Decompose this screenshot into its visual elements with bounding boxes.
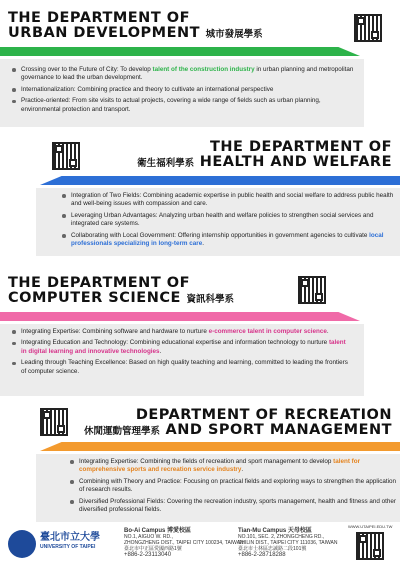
qr-code-icon[interactable] [40,408,68,436]
title-line-2 [137,155,392,171]
feature-list [12,328,352,379]
boai-address-line: NO.1, AIGUO W. RD., [124,534,173,540]
boai-address-line: 臺北市中正區愛國西路1號 [124,546,182,552]
section-title [8,11,263,42]
section-recreation-sport [0,398,400,524]
chinese-name: 休閒運動管理學系 [83,426,160,437]
tianmu-campus [238,528,337,558]
qr-code-icon[interactable] [298,276,326,304]
boai-campus [124,528,244,558]
list-item: Leading through Teaching Excellence: Based on high quality teaching and learning, committed to leading the frontiers of computer science. [12,359,352,376]
feature-list [62,192,396,251]
title-line-2 [84,423,392,439]
list-item: Diversified Professional Fields: Covering the recreation industry, sports management, health and fitness and other diversified professional fields. [70,498,396,515]
list-item: Collaborating with Local Government: Offering internship opportunities in government agencies to cultivate local professionals specializing in long-term care. [62,232,396,249]
list-item: Crossing over to the Future of City: To develop talent of the construction industry in urban planning and metropolitan governance to lead the urban development. [12,66,360,83]
logo-text [40,532,100,550]
tianmu-phone: +886-2-28718288 [238,552,286,558]
accent-bar [40,442,400,451]
title-line-1: THE DEPARTMENT OF [8,275,190,291]
footer [0,522,400,566]
chinese-name: 衛生福利學系 [137,158,195,169]
chinese-name: 城市發展學系 [205,29,263,40]
university-logo [8,530,36,558]
title-line-2-text: URBAN DEVELOPMENT [8,25,201,41]
chinese-name: 資訊科學系 [186,294,234,305]
list-item: Practice-oriented: From site visits to actual projects, covering a wide range of fields such as urban planning, environmental protection and transport. [12,97,360,114]
accent-bar [40,176,400,185]
section-title [84,408,392,439]
accent-bar [0,312,360,321]
qr-code-icon[interactable] [354,14,382,42]
title-line-1: DEPARTMENT OF RECREATION [135,407,392,423]
title-line-1: THE DEPARTMENT OF [8,10,190,26]
qr-code-icon[interactable] [52,142,80,170]
title-line-2-text: HEALTH AND WELFARE [199,154,392,170]
list-item: Integrating Education and Technology: Combining educational expertise and information technology to nurture talent in digital learning and innovative technologies. [12,339,352,356]
title-line-1: THE DEPARTMENT OF [210,139,392,155]
section-title [8,276,234,307]
tianmu-address-line: SHILIN DIST., TAIPEI CITY 111036, TAIWAN [238,540,338,546]
boai-phone: +886-2-23113040 [124,552,172,558]
boai-title: Bo-Ai Campus 博愛校區 [124,528,192,534]
title-line-2-text: COMPUTER SCIENCE [8,290,181,306]
tianmu-address-line: 臺北市士林區忠誠路二段101號 [238,546,307,552]
feature-list [70,458,396,517]
list-item: Leveraging Urban Advantages: Analyzing urban health and welfare policies to strengthen social services and integrated care systems. [62,212,396,229]
boai-address-line: ZHONGZHENG DIST., TAIPEI CITY 100234, TAIWAN [124,540,244,546]
logo-en: UNIVERSITY OF TAIPEI [40,544,96,550]
list-item: Integration of Two Fields: Combining academic expertise in public health and social welfare to address public health and well-being issues with compassion and care. [62,192,396,209]
list-item: Integrating Expertise: Combining the fields of recreation and sport management to develop talent for comprehensive sports and recreation service industry. [70,458,396,475]
qr-code-icon[interactable] [356,532,384,560]
website-url[interactable]: WWW.UTAIPEI.EDU.TW [348,524,393,529]
accent-bar [0,47,360,56]
title-line-2 [8,26,263,42]
title-line-2 [8,291,234,307]
list-item: Internationalization: Combining practice and theory to cultivate an international perspective [12,86,360,94]
list-item: Integrating Expertise: Combining software and hardware to nurture e-commerce talent in computer science. [12,328,352,336]
list-item: Combining with Theory and Practice: Focusing on practical fields and exploring ways to strengthen the application of research results. [70,478,396,495]
section-urban-development [0,0,400,130]
tianmu-title: Tian-Mu Campus 天母校區 [238,528,312,534]
tianmu-address-line: NO.101, SEC. 2, ZHONGCHENG RD., [238,534,325,540]
title-line-2-text: AND SPORT MANAGEMENT [165,422,392,438]
section-title [137,140,392,171]
section-health-welfare [0,130,400,260]
logo-cn: 臺北市立大學 [40,532,100,543]
feature-list [12,66,360,117]
section-computer-science [0,266,400,398]
